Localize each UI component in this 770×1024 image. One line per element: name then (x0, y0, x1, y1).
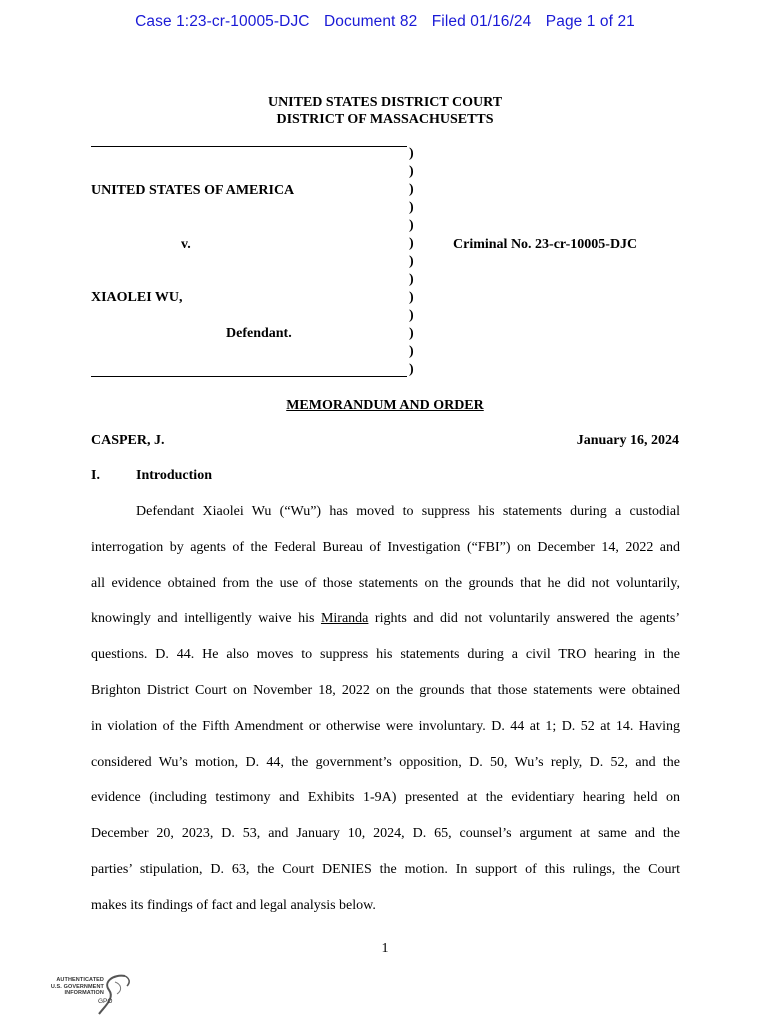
body-line: parties’ stipulation, D. 63, the Court DENIES the motion. In support of this rulings, the Court (91, 861, 680, 877)
section-number: I. (91, 468, 100, 483)
body-line: December 20, 2023, D. 53, and January 10, 2024, D. 65, counsel’s argument at same and the (91, 826, 680, 842)
caption-case-number: Criminal No. 23-cr-10005-DJC (453, 237, 638, 252)
eagle-swoosh-icon (95, 972, 135, 1018)
body-line: makes its findings of fact and legal analysis below. (91, 897, 376, 913)
paren: ) (409, 344, 414, 359)
paren: ) (409, 146, 414, 161)
body-line: interrogation by agents of the Federal Bureau of Investigation (“FBI”) on December 14, 2022 and (91, 539, 680, 555)
body-line: considered Wu’s motion, D. 44, the government’s opposition, D. 50, Wu’s reply, D. 52, and the (91, 754, 680, 770)
caption-parentheses (409, 145, 414, 379)
body-line: evidence (including testimony and Exhibits 1-9A) presented at the evidentiary hearing held on (91, 790, 680, 806)
document-number: Document 82 (324, 13, 418, 30)
paren: ) (409, 308, 414, 323)
gpo-seal-line: INFORMATION (64, 990, 104, 996)
body-line: in violation of the Fifth Amendment or otherwise were involuntary. D. 44 at 1; D. 52 at 14. Having (91, 718, 680, 734)
gpo-seal-line: U.S. GOVERNMENT (50, 983, 104, 990)
body-line: Defendant Xiaolei Wu (“Wu”) has moved to suppress his statements during a custodial (136, 504, 680, 519)
body-text-fragment: knowingly and intelligently waive his (91, 611, 315, 627)
paren: ) (409, 362, 414, 377)
paren: ) (409, 236, 414, 251)
section-title: Introduction (136, 468, 212, 483)
body-line (91, 601, 680, 637)
caption-defendant-role: Defendant. (226, 326, 292, 341)
paren: ) (409, 164, 414, 179)
body-line: all evidence obtained from the use of those statements on the grounds that he did not voluntarily, (91, 575, 680, 591)
judge-name: CASPER, J. (91, 433, 165, 448)
paren: ) (409, 200, 414, 215)
body-line: questions. D. 44. He also moves to suppress his statements during a civil TRO hearing in the (91, 647, 680, 663)
document-title: MEMORANDUM AND ORDER (286, 398, 484, 413)
caption-defendant-name: XIAOLEI WU, (91, 290, 183, 305)
body-paragraph (91, 494, 680, 924)
gpo-authentication-seal (40, 972, 135, 1018)
paren: ) (409, 326, 414, 341)
case-citation-miranda: Miranda (320, 611, 369, 627)
paren: ) (409, 290, 414, 305)
paren: ) (409, 272, 414, 287)
body-line: Brighton District Court on November 18, 2022 on the grounds that those statements were obtained (91, 682, 680, 698)
caption-bottom-rule (91, 376, 407, 377)
body-text-fragment: rights and did not voluntarily answered the agents’ (374, 611, 681, 627)
page-number: 1 (381, 941, 389, 956)
order-date: January 16, 2024 (576, 433, 679, 448)
paren: ) (409, 254, 414, 269)
paren: ) (409, 218, 414, 233)
gpo-seal-line: AUTHENTICATED (56, 977, 104, 983)
ecf-header (0, 13, 770, 31)
caption-plaintiff: UNITED STATES OF AMERICA (91, 183, 295, 198)
paren: ) (409, 182, 414, 197)
filed-date: Filed 01/16/24 (431, 13, 532, 30)
gpo-mark: GPO (98, 998, 113, 1005)
page-count: Page 1 of 21 (545, 13, 635, 30)
caption-versus: v. (181, 237, 191, 252)
case-number: Case 1:23-cr-10005-DJC (135, 13, 310, 30)
caption-top-rule (91, 146, 407, 147)
court-heading (0, 94, 770, 128)
court-district: DISTRICT OF MASSACHUSETTS (276, 112, 494, 127)
court-name: UNITED STATES DISTRICT COURT (267, 95, 503, 110)
